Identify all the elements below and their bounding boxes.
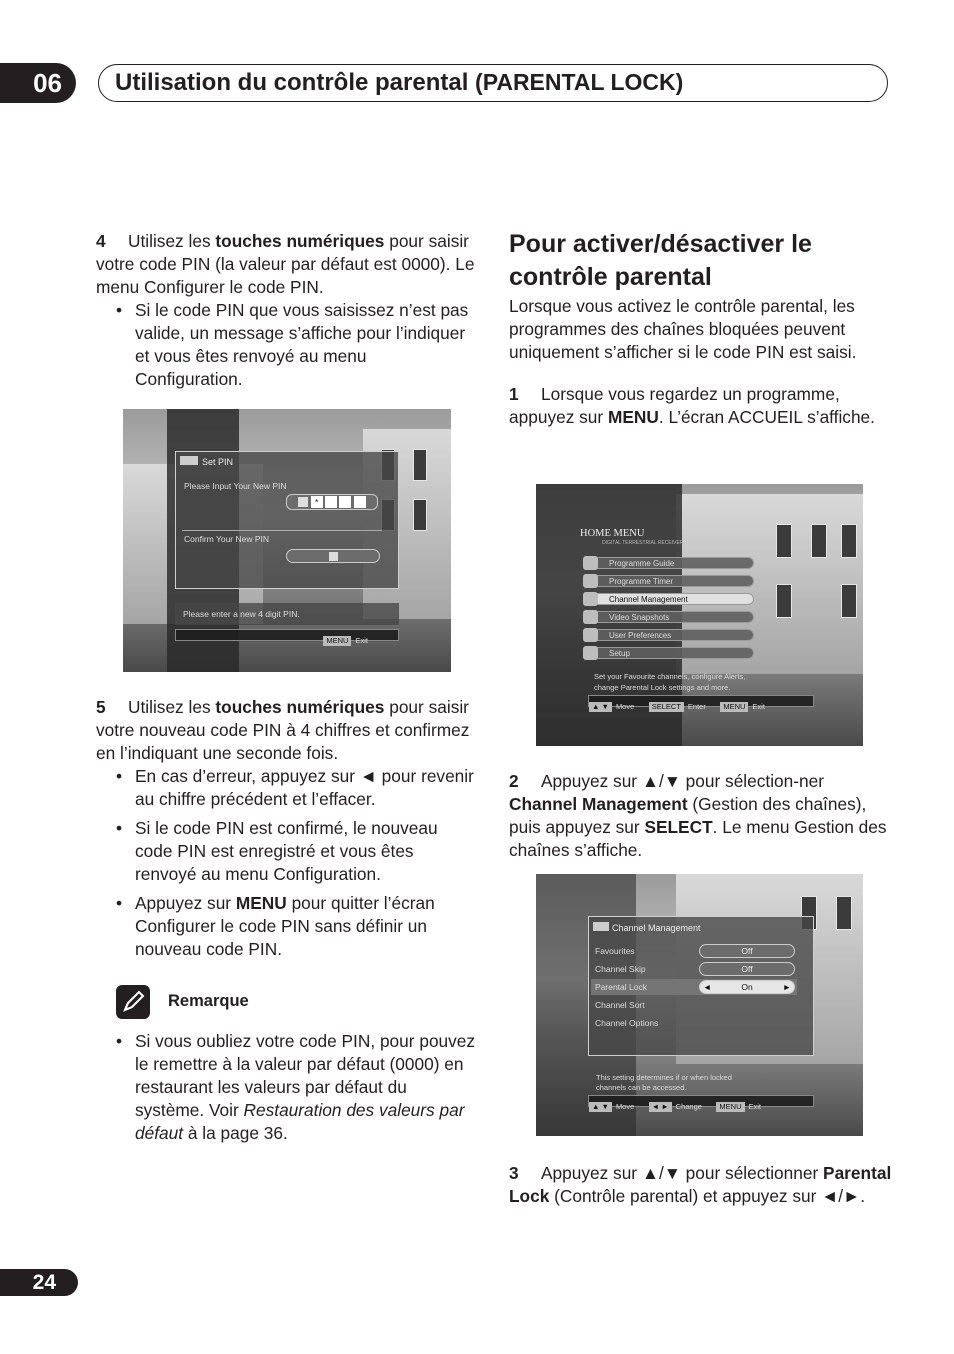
step-bold: touches numériques xyxy=(215,231,385,251)
key-legend xyxy=(175,629,399,645)
menu-key: MENU xyxy=(323,636,351,646)
pin-digit xyxy=(339,496,351,508)
channel-skip-toggle[interactable] xyxy=(699,962,795,976)
bullet-text: En cas d’erreur, appuyez sur ◄ pour revenir au chiffre précédent et l’effacer. xyxy=(135,766,474,809)
section-heading: Pour activer/désactiver le contrôle parental xyxy=(509,230,812,291)
exit-label: Exit xyxy=(355,636,368,645)
step-number: 1 xyxy=(509,384,519,404)
step-text: (Gestion des chaînes), puis appuyez sur xyxy=(509,794,867,837)
step-3 xyxy=(509,1162,894,1208)
pin-digit: * xyxy=(311,496,323,508)
parental-lock-toggle[interactable] xyxy=(699,980,795,994)
panel-title: Set PIN xyxy=(202,457,234,467)
menu-item-label: Video Snapshots xyxy=(609,613,670,622)
new-pin-prompt: Please Input Your New PIN xyxy=(184,481,287,491)
bullet-item: • En cas d’erreur, appuyez sur ◄ pour revenir au chiffre précédent et l’effacer. xyxy=(116,766,474,809)
step-bold: MENU xyxy=(607,407,659,427)
up-down-key-icon: ▲ ▼ xyxy=(589,1102,612,1112)
move-label: Move xyxy=(615,1102,635,1111)
setting-value: On xyxy=(741,982,753,992)
set-pin-screenshot xyxy=(123,409,451,672)
chapter-title xyxy=(98,64,888,102)
menu-item-programme-timer[interactable] xyxy=(586,575,754,587)
new-pin-field[interactable] xyxy=(286,494,378,510)
bullet-item: • Appuyez sur MENU pour quitter l’écran Configurer le code PIN sans définir un nouveau code PIN. xyxy=(116,893,435,959)
step-2 xyxy=(509,770,894,862)
menu-key: MENU xyxy=(716,1102,744,1112)
step-text: Utilisez les xyxy=(128,231,216,251)
bullet-item: • Si le code PIN que vous saisissez n’est pas valide, un message s’affiche pour l’indiquer et vous êtes renvoyé au menu Configuration. xyxy=(116,300,469,389)
key-legend xyxy=(588,1095,814,1111)
note-heading: Remarque xyxy=(168,992,249,1010)
step-1 xyxy=(509,383,894,429)
bullet-bold: MENU xyxy=(235,893,287,913)
intro-paragraph: Lorsque vous activez le contrôle parental, les programmes des chaînes bloquées peuvent uniquement s’afficher si le code PIN est saisi. xyxy=(509,296,857,362)
move-label: Move xyxy=(615,702,635,711)
chapter-title-suffix: (PARENTAL LOCK) xyxy=(475,69,684,95)
note-reference: Restauration des valeurs par défaut xyxy=(135,1100,465,1143)
step-bold: touches numériques xyxy=(215,697,385,717)
timer-icon xyxy=(583,574,598,588)
step-4 xyxy=(96,230,476,391)
left-arrow-icon: ◄ xyxy=(703,982,712,992)
menu-item-label: Programme Timer xyxy=(609,577,674,586)
setting-value: Off xyxy=(741,964,753,974)
setting-label: Channel Sort xyxy=(595,1000,645,1010)
enter-label: Enter xyxy=(687,702,706,711)
help-text: channels can be accessed. xyxy=(596,1083,687,1092)
pin-digit xyxy=(354,496,366,508)
help-text: Set your Favourite channels, configure Alerts, xyxy=(594,672,746,681)
channel-management-icon xyxy=(583,592,598,606)
guide-icon xyxy=(583,556,598,570)
menu-item-video-snapshots[interactable] xyxy=(586,611,754,623)
page-number-badge: 24 xyxy=(0,1269,78,1296)
menu-item-label: Setup xyxy=(609,649,630,658)
home-menu-title: HOME MENU xyxy=(580,528,645,539)
menu-item-setup[interactable] xyxy=(586,647,754,659)
left-right-key-icon: ◄ ► xyxy=(649,1102,672,1112)
bullet-text: pour quitter l’écran Configurer le code PIN sans définir un nouveau code PIN. xyxy=(135,893,435,959)
menu-item-label: Programme Guide xyxy=(609,559,675,568)
help-text: This setting determines if or when locked xyxy=(596,1073,732,1082)
bullet-text: Appuyez sur xyxy=(135,893,236,913)
home-menu-subtitle: DIGITAL TERRESTRIAL RECEIVER xyxy=(602,540,684,546)
menu-item-user-preferences[interactable] xyxy=(586,629,754,641)
setup-icon xyxy=(583,646,598,660)
exit-label: Exit xyxy=(748,1102,762,1111)
snapshot-icon xyxy=(583,610,598,624)
step-text: . Le menu Gestion des chaînes s’affiche. xyxy=(509,817,887,860)
setting-label: Favourites xyxy=(595,946,635,956)
pin-digit xyxy=(325,496,337,508)
bullet-item: • Si vous oubliez votre code PIN, pour pouvez le remettre à la valeur par défaut (0000) en restaurant les valeurs par défaut du système. Voir Restauration des valeurs par défaut à la page 36. xyxy=(116,1031,476,1143)
step-text: pour saisir votre nouveau code PIN à 4 chiffres et confirmez en l’indiquant une seconde fois. xyxy=(96,697,470,763)
step-text: . L’écran ACCUEIL s’affiche. xyxy=(658,407,875,427)
bullet-text: Si le code PIN est confirmé, le nouveau code PIN est enregistré et vous êtes renvoyé au menu Configuration. xyxy=(135,818,438,884)
menu-item-channel-management[interactable] xyxy=(586,593,754,605)
select-key: SELECT xyxy=(649,702,684,712)
section-intro xyxy=(509,228,894,429)
channel-management-screenshot xyxy=(536,874,863,1136)
channel-management-icon xyxy=(593,922,609,931)
menu-item-label: User Preferences xyxy=(609,631,672,640)
right-arrow-icon: ► xyxy=(782,982,791,992)
status-message: Please enter a new 4 digit PIN. xyxy=(183,609,300,619)
chapter-number-badge: 06 xyxy=(0,63,76,103)
exit-label: Exit xyxy=(752,702,765,711)
keypad-icon xyxy=(298,497,308,507)
step-bold: Parental Lock xyxy=(509,1163,892,1206)
step-text: (Contrôle parental) et appuyez sur ◄/►. xyxy=(549,1186,865,1206)
step-5 xyxy=(96,696,476,961)
step-text: Appuyez sur ▲/▼ pour sélection-ner xyxy=(541,771,824,791)
preferences-icon xyxy=(583,628,598,642)
setting-label: Channel Options xyxy=(595,1018,659,1028)
step-text: Appuyez sur ▲/▼ pour sélectionner xyxy=(541,1163,824,1183)
step-number: 2 xyxy=(509,771,519,791)
note-pencil-icon xyxy=(116,985,150,1019)
panel-title: Channel Management xyxy=(612,923,701,933)
step-bold: SELECT xyxy=(644,817,713,837)
set-pin-icon xyxy=(180,456,198,465)
step-number: 3 xyxy=(509,1163,519,1183)
menu-key: MENU xyxy=(720,702,748,712)
help-text: change Parental Lock settings and more. xyxy=(594,683,731,692)
up-down-key-icon: ▲ ▼ xyxy=(589,702,612,712)
confirm-pin-prompt: Confirm Your New PIN xyxy=(184,534,270,544)
setting-value: Off xyxy=(741,946,753,956)
note-body xyxy=(96,1030,478,1145)
step-text: pour saisir votre code PIN (la valeur par défaut est 0000). Le menu Configurer le code PIN. xyxy=(96,231,475,297)
chapter-title-main: Utilisation du contrôle parental xyxy=(115,69,469,96)
menu-item-programme-guide[interactable] xyxy=(586,557,754,569)
step-bold: Channel Management xyxy=(509,794,688,814)
key-legend xyxy=(588,695,814,711)
note-text: à la page 36. xyxy=(183,1123,288,1143)
step-number: 4 xyxy=(96,231,106,251)
menu-item-label: Channel Management xyxy=(609,595,688,604)
setting-label: Parental Lock xyxy=(595,982,647,992)
step-number: 5 xyxy=(96,697,106,717)
bullet-text: Si le code PIN que vous saisissez n’est pas valide, un message s’affiche pour l’indiquer et vous êtes renvoyé au menu Configuration. xyxy=(135,300,469,389)
bullet-item: • Si le code PIN est confirmé, le nouveau code PIN est enregistré et vous êtes renvoyé au menu Configuration. xyxy=(116,818,438,884)
setting-label: Channel Skip xyxy=(595,964,646,974)
keypad-icon xyxy=(329,552,338,561)
note-text: Si vous oubliez votre code PIN, pour pouvez le remettre à la valeur par défaut (0000) en restaurant les valeurs par défaut du système. Voir xyxy=(135,1031,476,1120)
step-text: Utilisez les xyxy=(128,697,216,717)
change-label: Change xyxy=(675,1102,702,1111)
confirm-pin-field[interactable] xyxy=(286,549,380,563)
favourites-toggle[interactable] xyxy=(699,944,795,958)
home-menu-screenshot xyxy=(536,484,863,746)
step-text: Lorsque vous regardez un programme, appuyez sur xyxy=(509,384,840,427)
